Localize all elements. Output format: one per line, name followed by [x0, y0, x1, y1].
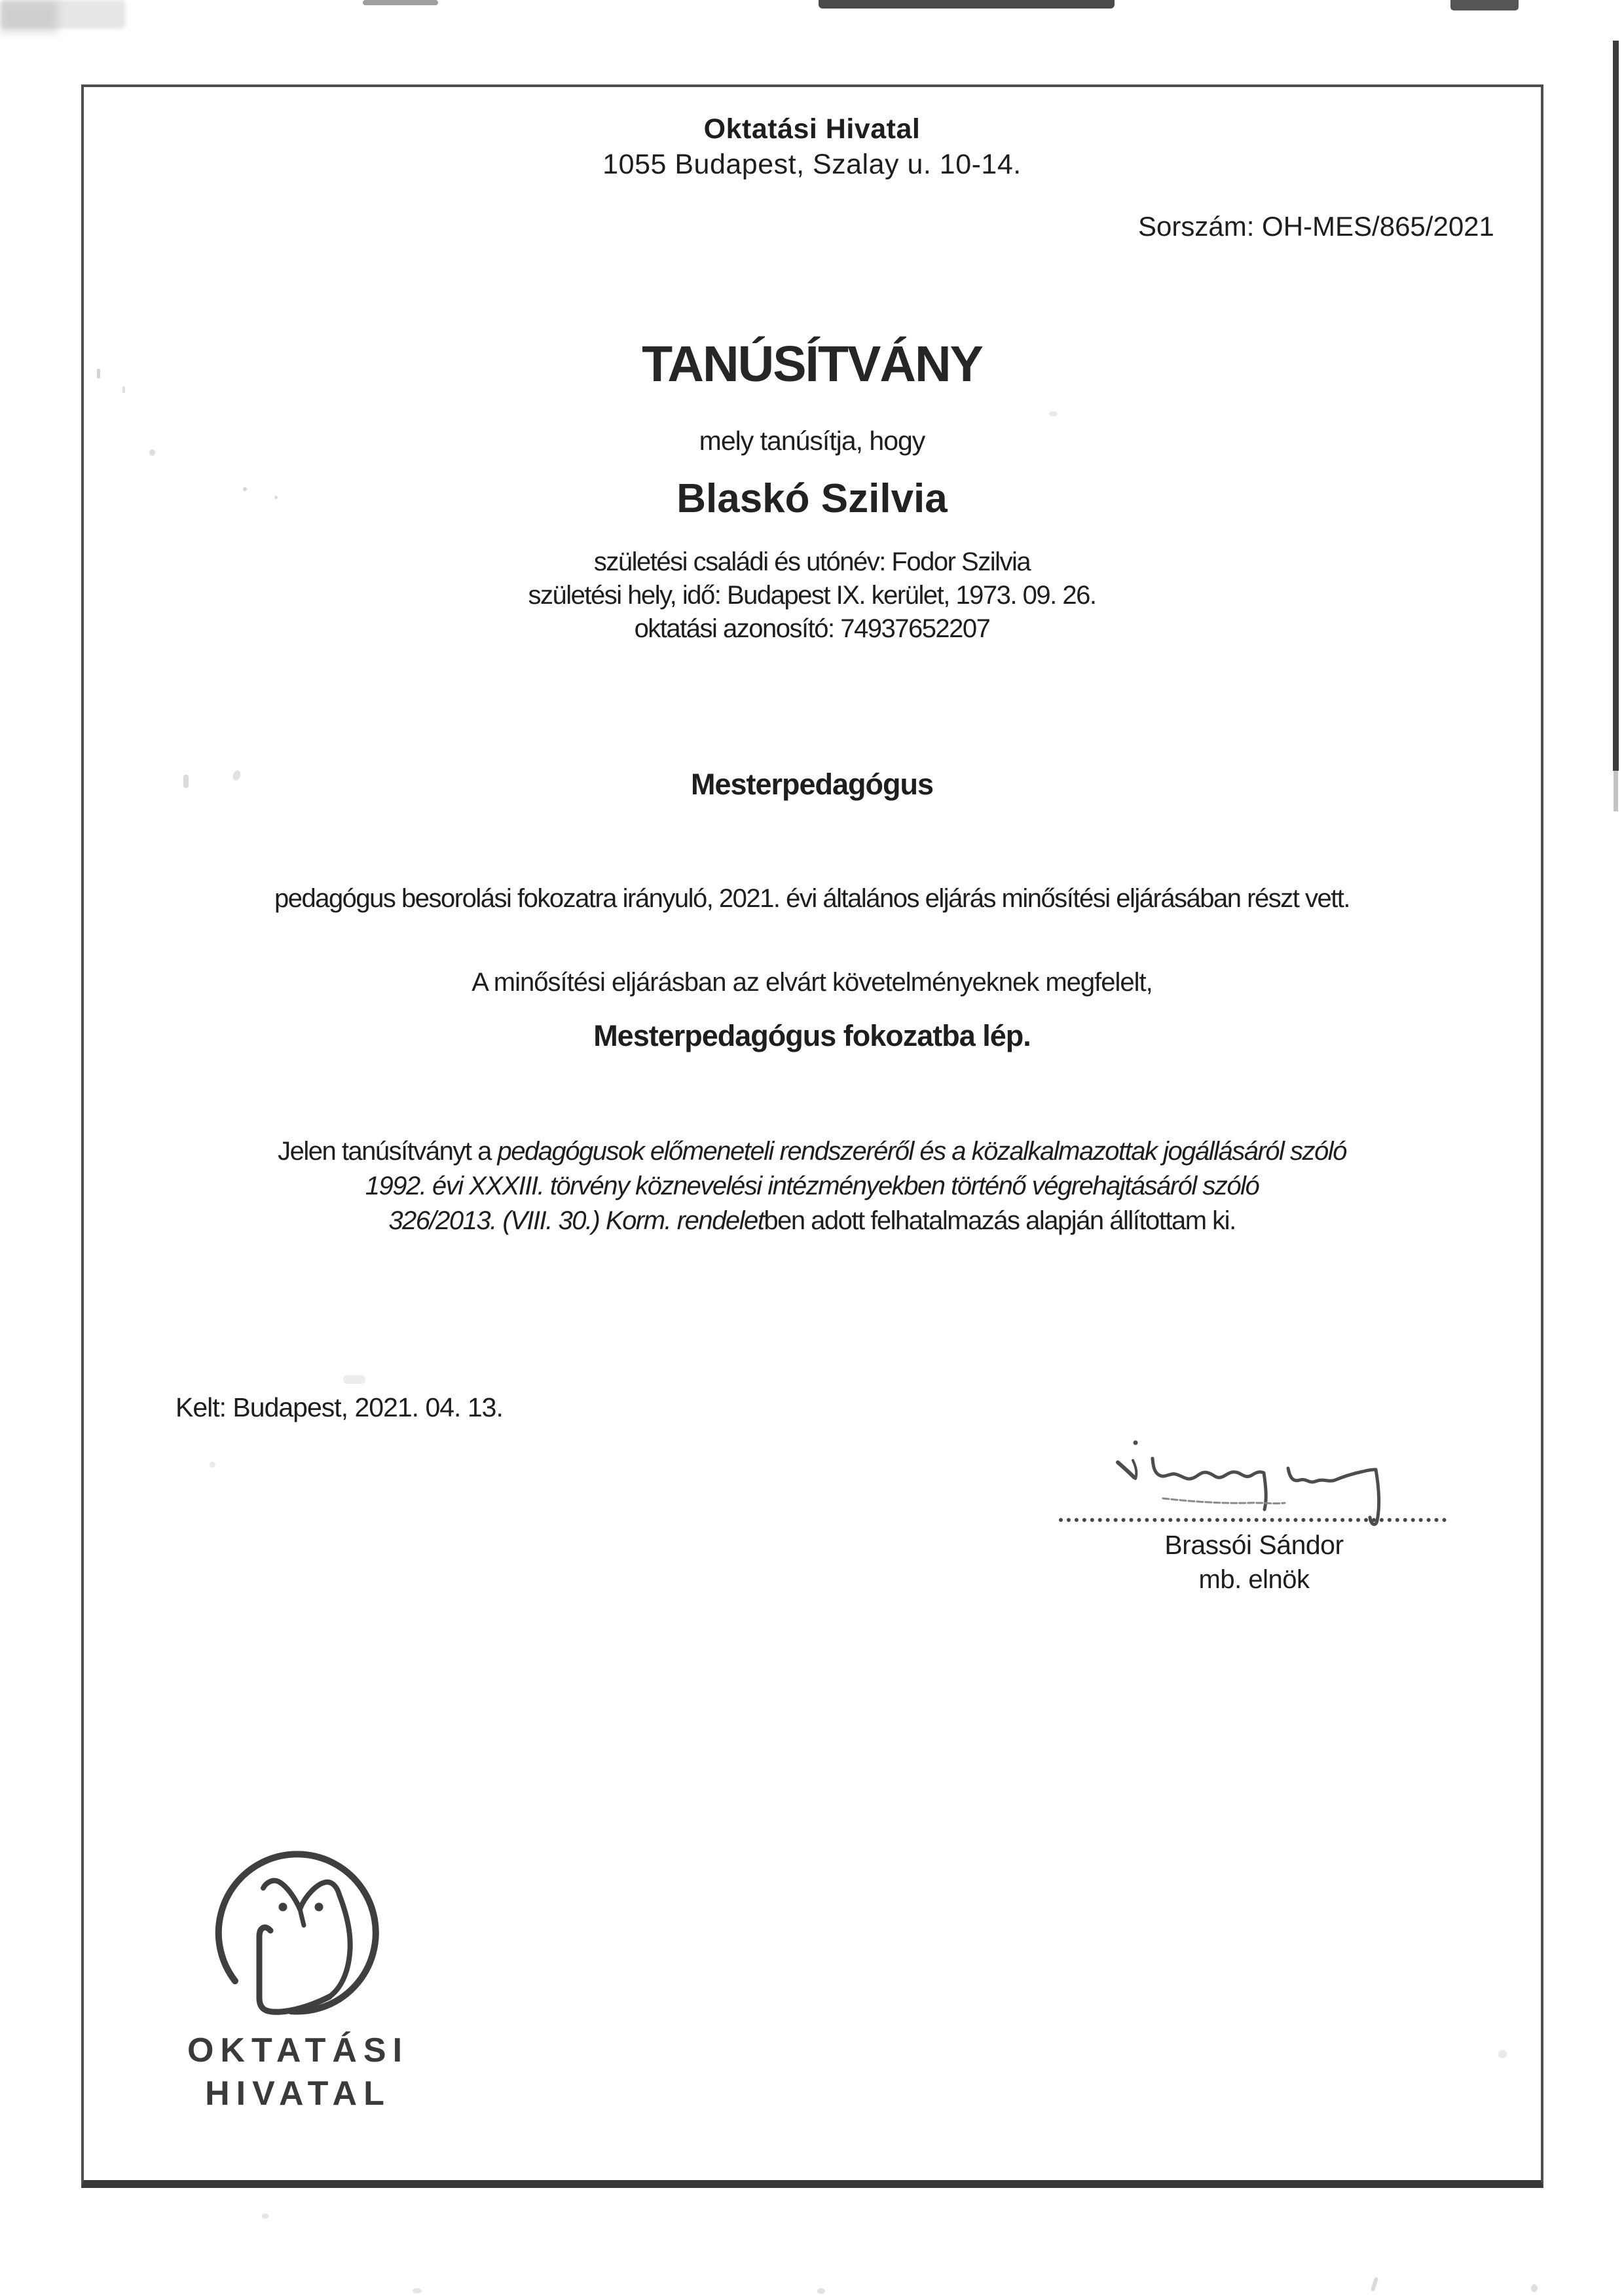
scan-speck	[817, 2288, 825, 2294]
grade-title: Mesterpedagógus	[690, 768, 934, 801]
legal-line-3	[0, 1204, 1624, 1238]
scan-speck	[413, 2288, 422, 2293]
date-line: Kelt: Budapest, 2021. 04. 13.	[175, 1392, 503, 1422]
scan-smudge-top	[1450, 0, 1519, 10]
logo-wordmark	[101, 2029, 494, 2115]
legal-line3-italic: 326/2013. (VIII. 30.) Korm. rendelet	[388, 1206, 764, 1235]
certificate-title: TANÚSÍTVÁNY	[642, 336, 982, 392]
holder-birth-data	[0, 546, 1624, 646]
birth-name-line: születési családi és utónév: Fodor Szilvia	[593, 547, 1031, 576]
education-id-line: oktatási azonosító: 74937652207	[634, 614, 990, 643]
serial-number: Sorszám: OH-MES/865/2021	[1138, 211, 1494, 242]
logo-line-1: OKTATÁSI	[187, 2031, 409, 2069]
scan-speck	[1371, 2277, 1379, 2292]
scan-speck	[1498, 2050, 1507, 2058]
legal-line3-regular: ben adott felhatalmazás alapján állítottam ki.	[764, 1206, 1236, 1235]
birth-place-date-line: születési hely, idő: Budapest IX. kerület, 1973. 09. 26.	[528, 581, 1096, 610]
compliance-statement: A minősítési eljárásban az elvárt követelményeknek megfelelt,	[471, 968, 1153, 997]
signature-dotted-line	[1059, 1518, 1447, 1522]
legal-basis-paragraph	[0, 1134, 1624, 1238]
legal-line1-italic: pedagógusok előmeneteli rendszeréről és a közalkalmazottak jogállásáról szóló	[497, 1137, 1346, 1166]
issuer-address: 1055 Budapest, Szalay u. 10-14.	[602, 149, 1022, 180]
legal-line-2: 1992. évi XXXIII. törvény köznevelési intézményekben történő végrehajtásáról szóló	[365, 1172, 1259, 1200]
legal-line1-regular: Jelen tanúsítványt a	[278, 1137, 498, 1166]
participation-statement: pedagógus besorolási fokozatra irányuló, 2021. évi általános eljárás minősítési eljárásában részt vett.	[274, 884, 1350, 913]
scan-smudge-top	[363, 0, 438, 5]
scan-smudge-top	[819, 0, 1115, 9]
owl-logo-icon	[209, 1845, 386, 2027]
signer-role: mb. elnök	[1198, 1565, 1310, 1594]
certifies-intro: mely tanúsítja, hogy	[699, 426, 925, 456]
logo-line-2: HIVATAL	[205, 2075, 391, 2113]
signer-name: Brassói Sándor	[1164, 1530, 1344, 1560]
scan-speck	[343, 1375, 365, 1384]
scan-speck	[262, 2213, 268, 2219]
scan-speck	[210, 1462, 215, 1468]
issuer-header	[0, 111, 1624, 182]
scan-speck	[1531, 2284, 1538, 2292]
holder-name: Blaskó Szilvia	[676, 476, 948, 521]
promotion-statement: Mesterpedagógus fokozatba lép.	[593, 1019, 1031, 1052]
legal-line-1	[0, 1134, 1624, 1169]
issuer-name: Oktatási Hivatal	[703, 113, 921, 145]
scan-speck	[1049, 411, 1058, 417]
scan-smudge-word	[0, 0, 126, 29]
